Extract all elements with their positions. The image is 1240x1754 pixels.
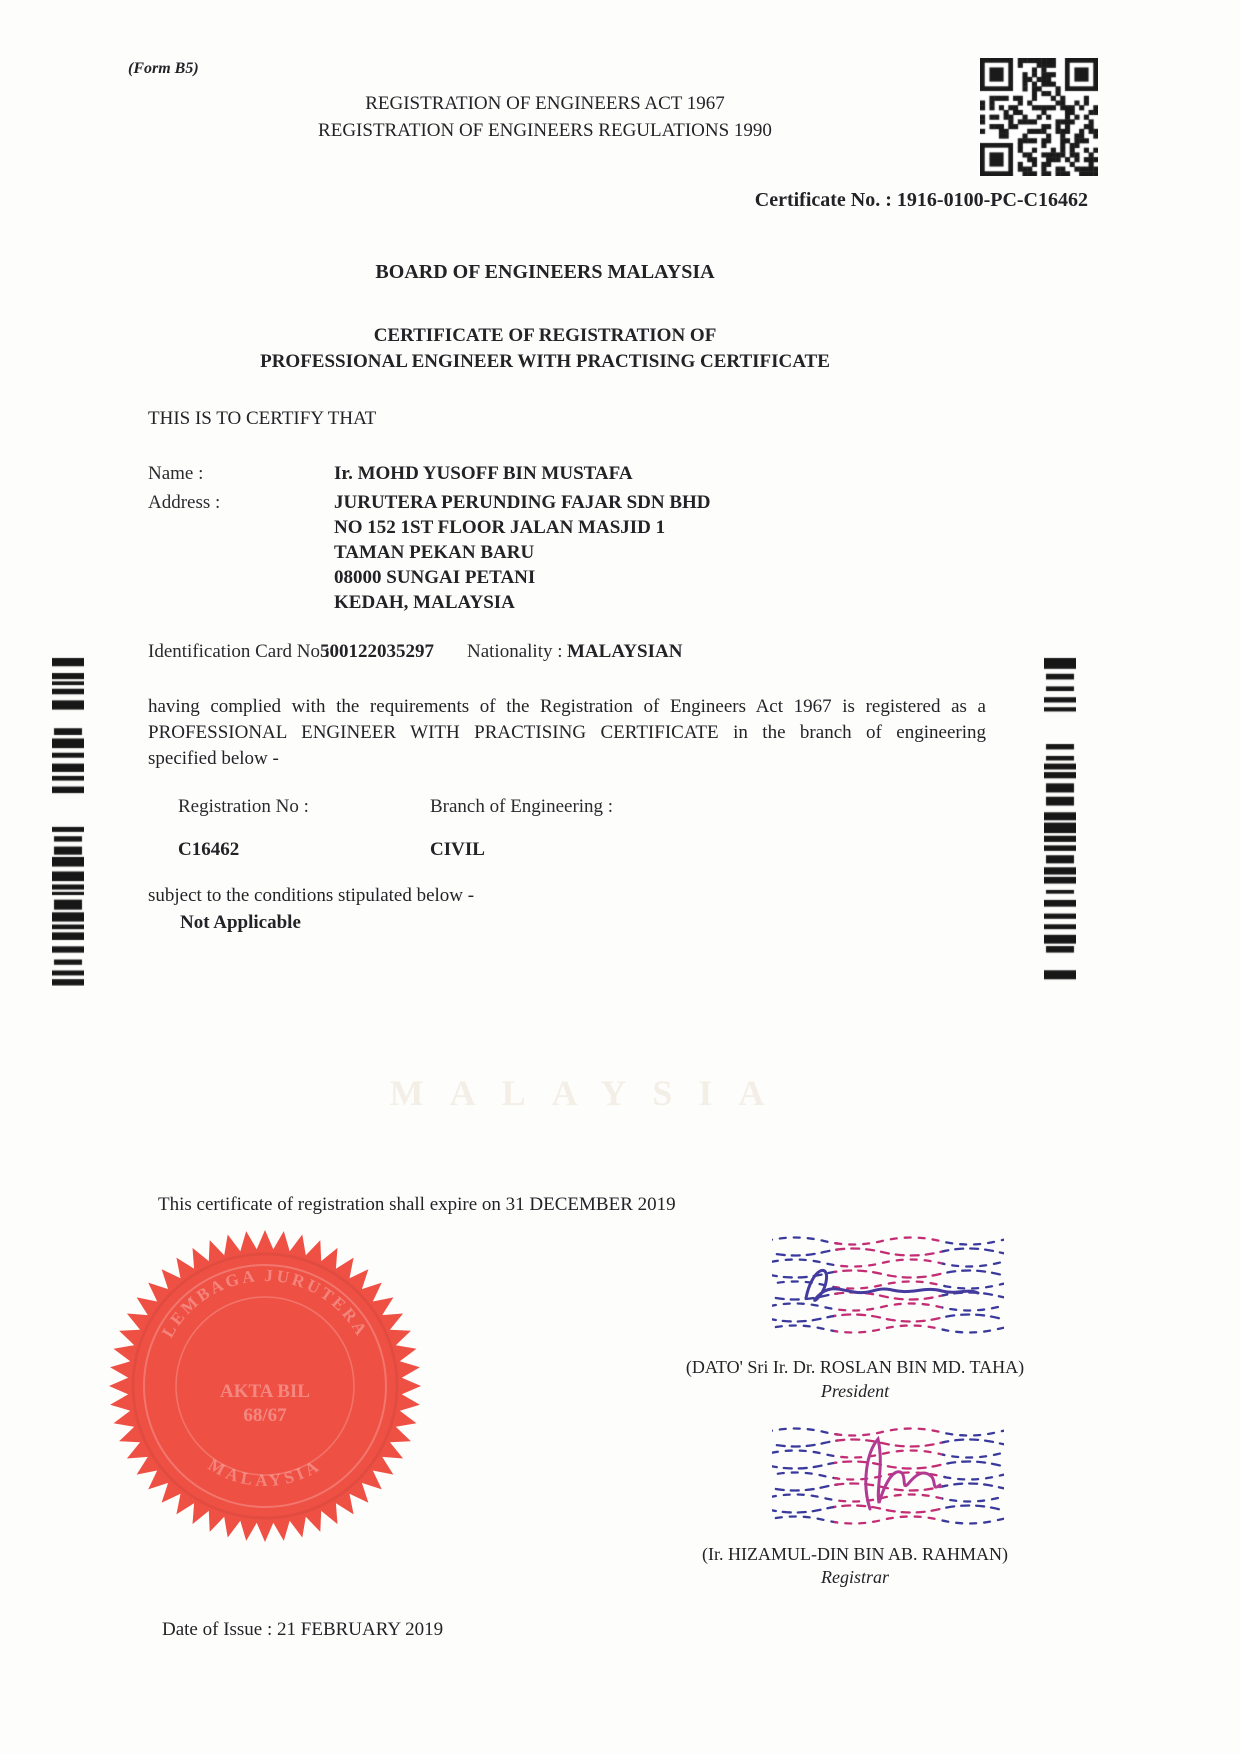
barcode-image (1044, 656, 1076, 986)
act-header-line1: REGISTRATION OF ENGINEERS ACT 1967 (365, 93, 725, 114)
registration-paragraph (148, 694, 986, 772)
president-name: (DATO' Sri Ir. Dr. ROSLAN BIN MD. TAHA) (685, 1357, 1025, 1377)
expiry-line: This certificate of registration shall expire on 31 DECEMBER 2019 (158, 1194, 676, 1215)
ic-number: 500122035297 (320, 641, 434, 662)
president-title: President (820, 1381, 890, 1401)
certify-line: THIS IS TO CERTIFY THAT (148, 408, 377, 429)
paragraph-line: having complied with the requirements of the Registration of Engineers Act 1967 is registered as a (148, 696, 986, 717)
paragraph-line: specified below - (148, 748, 279, 769)
malaysia-watermark: MALAYSIA (389, 1073, 791, 1113)
registrar-name: (Ir. HIZAMUL-DIN BIN AB. RAHMAN) (702, 1544, 1008, 1564)
name-label: Name : (148, 463, 204, 484)
certificate-title (130, 323, 960, 375)
conditions-line: subject to the conditions stipulated below - (148, 885, 475, 906)
address-line: NO 152 1ST FLOOR JALAN MASJID 1 (334, 517, 666, 538)
registrar-title: Registrar (820, 1567, 889, 1587)
conditions-value: Not Applicable (180, 912, 301, 933)
svg-text:68/67: 68/67 (243, 1405, 287, 1426)
certificate-title-line1: CERTIFICATE OF REGISTRATION OF (373, 325, 717, 346)
form-label: (Form B5) (128, 60, 199, 77)
registration-no-label: Registration No : (178, 796, 309, 817)
qr-code-image (980, 58, 1098, 176)
address-line: KEDAH, MALAYSIA (334, 592, 515, 613)
barcode-image (52, 656, 84, 986)
ic-label: Identification Card No : (148, 641, 331, 662)
qr-code (980, 58, 1098, 176)
registrar-stamp (772, 1427, 1004, 1525)
address-line: TAMAN PEKAN BARU (334, 542, 535, 563)
stamp-pattern (772, 1427, 1004, 1525)
red-seal (108, 1229, 422, 1543)
address-line: 08000 SUNGAI PETANI (334, 567, 536, 588)
registration-no-value: C16462 (178, 839, 240, 860)
president-stamp (772, 1236, 1004, 1334)
act-header (130, 90, 960, 144)
nationality-value: MALAYSIAN (567, 641, 683, 662)
certificate-title-line2: PROFESSIONAL ENGINEER WITH PRACTISING CERTIFICATE (260, 351, 830, 372)
paragraph-line: PROFESSIONAL ENGINEER WITH PRACTISING CERTIFICATE in the branch of engineering (148, 722, 986, 743)
act-header-line2: REGISTRATION OF ENGINEERS REGULATIONS 1990 (318, 120, 772, 141)
svg-text:AKTA BIL: AKTA BIL (220, 1381, 310, 1402)
stamp-pattern (772, 1236, 1004, 1334)
left-barcode (52, 656, 84, 986)
holder-address (334, 490, 711, 615)
nationality-label: Nationality : (467, 641, 563, 662)
holder-name: Ir. MOHD YUSOFF BIN MUSTAFA (334, 463, 633, 484)
seal-image (108, 1229, 422, 1543)
svg-text:MALAYSIA: MALAYSIA (205, 1455, 325, 1491)
address-line: JURUTERA PERUNDING FAJAR SDN BHD (334, 492, 711, 513)
certificate-number: Certificate No. : 1916-0100-PC-C16462 (754, 189, 1088, 211)
address-label: Address : (148, 492, 221, 513)
branch-value: CIVIL (430, 839, 485, 860)
org-title: BOARD OF ENGINEERS MALAYSIA (375, 261, 715, 283)
svg-text:LEMBAGA JURUTERA: LEMBAGA JURUTERA (158, 1265, 372, 1341)
branch-label: Branch of Engineering : (430, 796, 614, 817)
right-barcode (1044, 656, 1076, 986)
date-of-issue: Date of Issue : 21 FEBRUARY 2019 (162, 1619, 444, 1640)
